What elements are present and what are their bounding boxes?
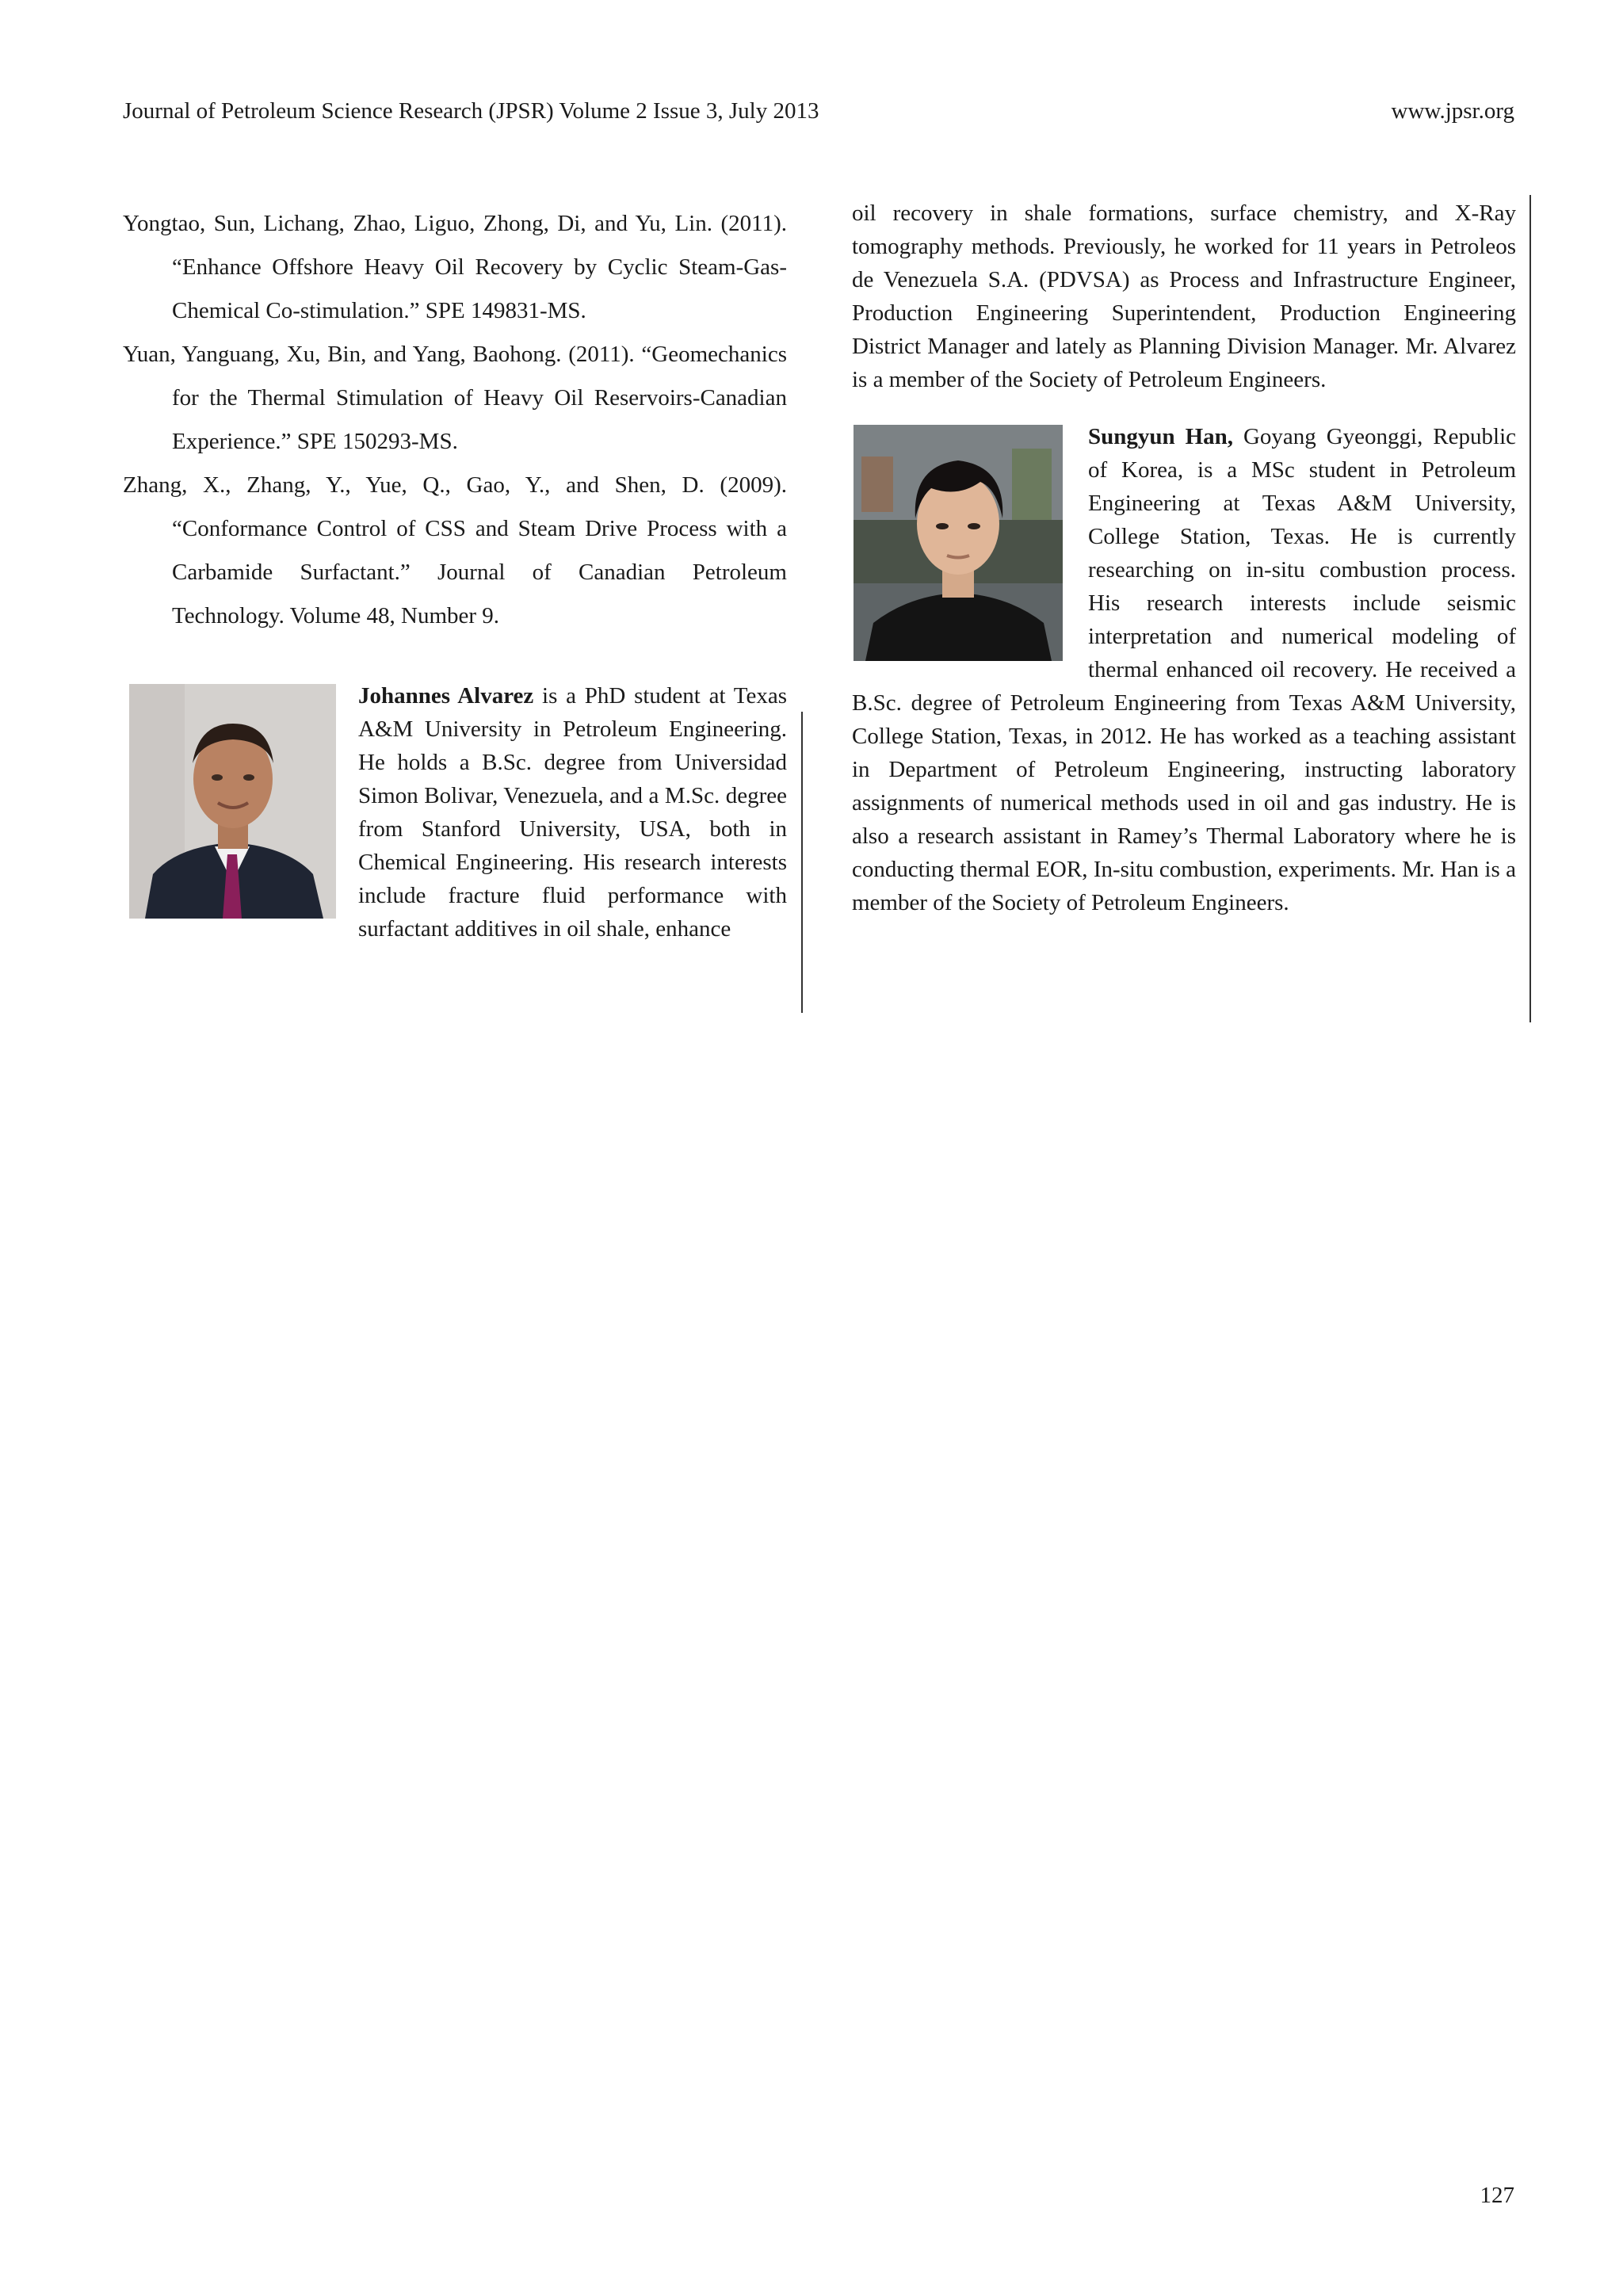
bio-text-alvarez-part1: is a PhD student at Texas A&M University in Petroleum Engineering. He holds a B.Sc. degree from Universidad Simon Bolivar, Venezuela, and a M.Sc. degree from Stanford University, USA, both in Chemical Engineering. His research interests include fracture fluid performance with surfactant additives in oil shale, enhance — [358, 683, 787, 942]
reference-item: Zhang, X., Zhang, Y., Yue, Q., Gao, Y., and Shen, D. (2009). “Conformance Control of CSS and Steam Drive Process with a Carbamide Surfactant.” Journal of Canadian Petroleum Technology. Volume 48, Number 9. — [123, 472, 787, 628]
bio-text-han: Goyang Gyeonggi, Republic of Korea, is a MSc student in Petroleum Engineering at Texas A&M University, College Station, Texas. He is currently researching on in-situ combustion process. His research interests include seismic interpretation and numerical modeling of thermal enhanced oil recovery. He received a B.Sc. degree of Petroleum Engineering from Texas A&M University, College Station, Texas, in 2012. He has worked as a teaching assistant in Department of Petroleum Engineering, instructing laboratory assignments of numerical methods used in oil and gas industry. He is also a research assistant in Ramey’s Thermal Laboratory where he is conducting thermal EOR, In-situ combustion, experiments. Mr. Han is a member of the Society of Petroleum Engineers. — [852, 424, 1517, 915]
left-column — [123, 202, 787, 946]
reference-list — [123, 202, 787, 638]
photo-johannes-alvarez — [129, 684, 336, 919]
journal-website: www.jpsr.org — [1391, 98, 1514, 124]
column-rule-right — [1529, 195, 1531, 1022]
page-number: 127 — [1480, 2183, 1514, 2208]
bio-name-han: Sungyun Han, — [1088, 424, 1234, 449]
journal-header: Journal of Petroleum Science Research (JPSR) Volume 2 Issue 3, July 2013 — [123, 98, 819, 124]
column-rule-left — [801, 712, 803, 1013]
bio-alvarez-continued: oil recovery in shale formations, surface chemistry, and X-Ray tomography methods. Previously, he worked for 11 years in Petroleos de Venezuela S.A. (PDVSA) as Process and Infrastructure Engineer, Production Engineering Superintendent, Production Engineering District Manager and lately as Planning Division Manager. Mr. Alvarez is a member of the Society of Petroleum Engineers. — [852, 201, 1516, 392]
bio-name-alvarez: Johannes Alvarez — [358, 683, 534, 709]
reference-item: Yuan, Yanguang, Xu, Bin, and Yang, Baohong. (2011). “Geomechanics for the Thermal Stimulation of Heavy Oil Reservoirs-Canadian Experience.” SPE 150293-MS. — [123, 342, 787, 454]
right-column — [852, 197, 1516, 919]
reference-item: Yongtao, Sun, Lichang, Zhao, Liguo, Zhong, Di, and Yu, Lin. (2011). “Enhance Offshore Heavy Oil Recovery by Cyclic Steam-Gas-Chemical Co-stimulation.” SPE 149831-MS. — [123, 211, 787, 323]
bio-alvarez — [123, 679, 787, 946]
photo-sungyun-han — [854, 425, 1063, 661]
bio-han — [852, 420, 1516, 919]
